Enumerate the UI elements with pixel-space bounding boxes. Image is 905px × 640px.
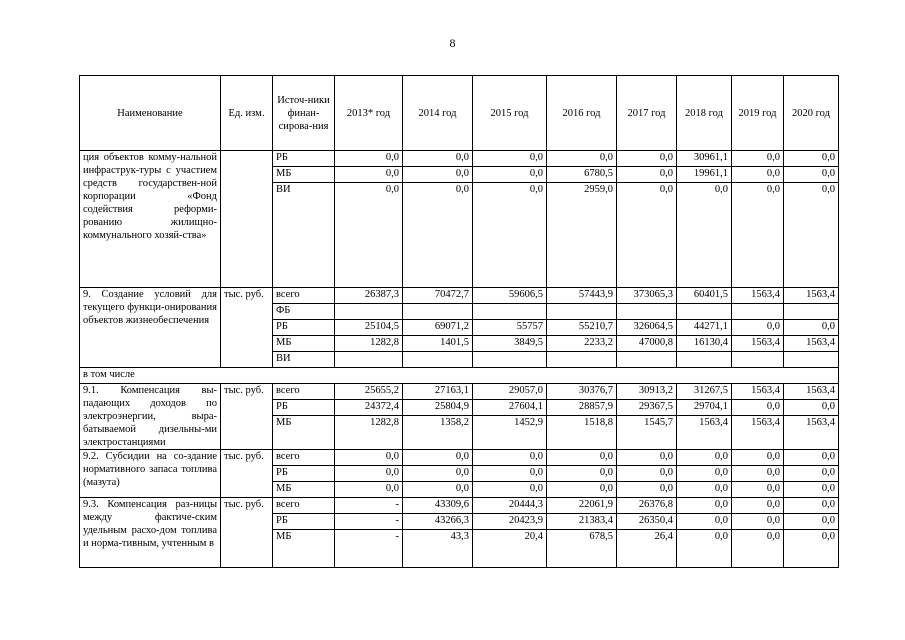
value-cell: 1401,5 bbox=[403, 336, 473, 352]
value-cell: 29704,1 bbox=[677, 400, 732, 416]
value-cell bbox=[547, 304, 617, 320]
item-name: 9.3. Компенсация раз-ницы между фактиче-ским удельным расхо-дом топлива и норма-тивным, учтенным в bbox=[80, 498, 221, 568]
item-name: 9. Создание условий для текущего функци-онирования объектов жизнеобеспечения bbox=[80, 288, 221, 368]
header-source: Источ-ники финан-сирова-ния bbox=[273, 76, 335, 151]
header-2017: 2017 год bbox=[617, 76, 677, 151]
value-cell: 24372,4 bbox=[335, 400, 403, 416]
value-cell: 0,0 bbox=[403, 482, 473, 498]
value-cell: 0,0 bbox=[335, 151, 403, 167]
item-name: 9.2. Субсидии на со-здание нормативного запаса топлива (мазута) bbox=[80, 450, 221, 498]
value-cell: 0,0 bbox=[677, 498, 732, 514]
value-cell: 16130,4 bbox=[677, 336, 732, 352]
item-name: ция объектов комму-нальной инфраструк-туры с участием средств государствен-ной корпорации «Фонд содействия реформи-рованию жилищно-коммунального хозяй-ства» bbox=[80, 151, 221, 288]
value-cell: 0,0 bbox=[784, 530, 839, 568]
value-cell: 0,0 bbox=[547, 482, 617, 498]
value-cell: 55210,7 bbox=[547, 320, 617, 336]
value-cell: 26376,8 bbox=[617, 498, 677, 514]
header-unit: Ед. изм. bbox=[221, 76, 273, 151]
value-cell: 0,0 bbox=[732, 400, 784, 416]
funding-source: всего bbox=[273, 384, 335, 400]
value-cell: 0,0 bbox=[617, 466, 677, 482]
value-cell: 1563,4 bbox=[784, 288, 839, 304]
value-cell: 43309,6 bbox=[403, 498, 473, 514]
item-unit: тыс. руб. bbox=[221, 450, 273, 498]
funding-source: всего bbox=[273, 288, 335, 304]
value-cell bbox=[335, 352, 403, 368]
value-cell: 0,0 bbox=[677, 530, 732, 568]
value-cell: 30376,7 bbox=[547, 384, 617, 400]
header-2019: 2019 год bbox=[732, 76, 784, 151]
funding-source: РБ bbox=[273, 151, 335, 167]
funding-table bbox=[79, 75, 839, 568]
value-cell: 43,3 bbox=[403, 530, 473, 568]
value-cell bbox=[677, 304, 732, 320]
value-cell: 20444,3 bbox=[473, 498, 547, 514]
value-cell: 0,0 bbox=[677, 450, 732, 466]
value-cell bbox=[403, 352, 473, 368]
funding-source: РБ bbox=[273, 514, 335, 530]
value-cell: 0,0 bbox=[335, 450, 403, 466]
value-cell: 0,0 bbox=[473, 151, 547, 167]
value-cell: 0,0 bbox=[732, 514, 784, 530]
value-cell: 0,0 bbox=[784, 320, 839, 336]
header-2014: 2014 год bbox=[403, 76, 473, 151]
value-cell: 47000,8 bbox=[617, 336, 677, 352]
value-cell: 0,0 bbox=[547, 151, 617, 167]
value-cell: 1282,8 bbox=[335, 336, 403, 352]
value-cell bbox=[617, 304, 677, 320]
value-cell: 3849,5 bbox=[473, 336, 547, 352]
value-cell: 0,0 bbox=[547, 466, 617, 482]
value-cell bbox=[403, 304, 473, 320]
value-cell: 25804,9 bbox=[403, 400, 473, 416]
value-cell: 20,4 bbox=[473, 530, 547, 568]
value-cell bbox=[473, 352, 547, 368]
value-cell: 0,0 bbox=[732, 320, 784, 336]
value-cell: 1545,7 bbox=[617, 416, 677, 450]
item-unit: тыс. руб. bbox=[221, 288, 273, 368]
value-cell bbox=[617, 352, 677, 368]
funding-source: МБ bbox=[273, 167, 335, 183]
value-cell: 0,0 bbox=[677, 482, 732, 498]
value-cell: 0,0 bbox=[547, 450, 617, 466]
table-row bbox=[80, 498, 839, 514]
value-cell: 1563,4 bbox=[732, 288, 784, 304]
value-cell: 1563,4 bbox=[732, 336, 784, 352]
value-cell: 0,0 bbox=[403, 450, 473, 466]
value-cell bbox=[677, 352, 732, 368]
value-cell: 0,0 bbox=[617, 450, 677, 466]
value-cell: - bbox=[335, 530, 403, 568]
value-cell: 0,0 bbox=[335, 466, 403, 482]
value-cell bbox=[732, 304, 784, 320]
value-cell: 0,0 bbox=[335, 482, 403, 498]
value-cell: 31267,5 bbox=[677, 384, 732, 400]
value-cell: 1563,4 bbox=[677, 416, 732, 450]
value-cell bbox=[547, 352, 617, 368]
value-cell: 27604,1 bbox=[473, 400, 547, 416]
value-cell: 1563,4 bbox=[732, 384, 784, 400]
header-row bbox=[80, 76, 839, 151]
value-cell: 1563,4 bbox=[784, 384, 839, 400]
value-cell: 0,0 bbox=[784, 482, 839, 498]
value-cell: 1563,4 bbox=[784, 336, 839, 352]
value-cell: 0,0 bbox=[784, 450, 839, 466]
value-cell bbox=[473, 304, 547, 320]
funding-source: РБ bbox=[273, 320, 335, 336]
value-cell: 0,0 bbox=[473, 183, 547, 288]
table-row bbox=[80, 151, 839, 167]
value-cell: 26,4 bbox=[617, 530, 677, 568]
value-cell: - bbox=[335, 498, 403, 514]
funding-source: РБ bbox=[273, 466, 335, 482]
value-cell: 0,0 bbox=[403, 167, 473, 183]
value-cell: 0,0 bbox=[784, 167, 839, 183]
row-label: в том числе bbox=[80, 368, 839, 384]
value-cell bbox=[784, 304, 839, 320]
value-cell: 0,0 bbox=[403, 466, 473, 482]
value-cell: 30961,1 bbox=[677, 151, 732, 167]
value-cell: 6780,5 bbox=[547, 167, 617, 183]
value-cell: 57443,9 bbox=[547, 288, 617, 304]
value-cell: 69071,2 bbox=[403, 320, 473, 336]
value-cell: 0,0 bbox=[617, 151, 677, 167]
value-cell: 28857,9 bbox=[547, 400, 617, 416]
value-cell: 1563,4 bbox=[784, 416, 839, 450]
value-cell: 0,0 bbox=[335, 167, 403, 183]
value-cell: 1563,4 bbox=[732, 416, 784, 450]
funding-source: МБ bbox=[273, 336, 335, 352]
header-2020: 2020 год bbox=[784, 76, 839, 151]
table-row bbox=[80, 368, 839, 384]
value-cell: 0,0 bbox=[732, 450, 784, 466]
value-cell: 0,0 bbox=[732, 183, 784, 288]
header-2018: 2018 год bbox=[677, 76, 732, 151]
value-cell: 44271,1 bbox=[677, 320, 732, 336]
value-cell: 1282,8 bbox=[335, 416, 403, 450]
value-cell: - bbox=[335, 514, 403, 530]
value-cell: 0,0 bbox=[617, 482, 677, 498]
funding-source: ВИ bbox=[273, 183, 335, 288]
value-cell: 30913,2 bbox=[617, 384, 677, 400]
header-2016: 2016 год bbox=[547, 76, 617, 151]
value-cell: 29057,0 bbox=[473, 384, 547, 400]
value-cell: 25655,2 bbox=[335, 384, 403, 400]
value-cell: 0,0 bbox=[732, 530, 784, 568]
value-cell: 22061,9 bbox=[547, 498, 617, 514]
value-cell: 0,0 bbox=[403, 151, 473, 167]
value-cell: 0,0 bbox=[784, 183, 839, 288]
value-cell: 0,0 bbox=[784, 466, 839, 482]
funding-source: ФБ bbox=[273, 304, 335, 320]
value-cell: 43266,3 bbox=[403, 514, 473, 530]
value-cell: 326064,5 bbox=[617, 320, 677, 336]
value-cell: 0,0 bbox=[617, 183, 677, 288]
header-2015: 2015 год bbox=[473, 76, 547, 151]
value-cell: 0,0 bbox=[677, 183, 732, 288]
value-cell: 0,0 bbox=[473, 482, 547, 498]
value-cell: 55757 bbox=[473, 320, 547, 336]
table-body bbox=[80, 151, 839, 568]
value-cell: 0,0 bbox=[732, 167, 784, 183]
value-cell: 29367,5 bbox=[617, 400, 677, 416]
funding-source: всего bbox=[273, 450, 335, 466]
value-cell: 0,0 bbox=[784, 514, 839, 530]
header-name: Наименование bbox=[80, 76, 221, 151]
value-cell bbox=[732, 352, 784, 368]
value-cell: 0,0 bbox=[335, 183, 403, 288]
value-cell: 0,0 bbox=[473, 450, 547, 466]
value-cell: 26350,4 bbox=[617, 514, 677, 530]
value-cell: 0,0 bbox=[617, 167, 677, 183]
value-cell: 373065,3 bbox=[617, 288, 677, 304]
value-cell: 1452,9 bbox=[473, 416, 547, 450]
value-cell: 70472,7 bbox=[403, 288, 473, 304]
item-unit: тыс. руб. bbox=[221, 498, 273, 568]
value-cell: 0,0 bbox=[732, 466, 784, 482]
table-row bbox=[80, 288, 839, 304]
value-cell: 0,0 bbox=[732, 498, 784, 514]
funding-source: ВИ bbox=[273, 352, 335, 368]
value-cell bbox=[784, 352, 839, 368]
value-cell: 2233,2 bbox=[547, 336, 617, 352]
table-row bbox=[80, 450, 839, 466]
value-cell: 678,5 bbox=[547, 530, 617, 568]
value-cell: 59606,5 bbox=[473, 288, 547, 304]
value-cell: 0,0 bbox=[677, 466, 732, 482]
value-cell: 0,0 bbox=[732, 151, 784, 167]
value-cell: 1358,2 bbox=[403, 416, 473, 450]
table-row bbox=[80, 384, 839, 400]
item-unit bbox=[221, 151, 273, 288]
funding-source: МБ bbox=[273, 416, 335, 450]
page-number: 8 bbox=[449, 36, 456, 50]
value-cell: 1518,8 bbox=[547, 416, 617, 450]
value-cell: 60401,5 bbox=[677, 288, 732, 304]
value-cell: 25104,5 bbox=[335, 320, 403, 336]
value-cell: 2959,0 bbox=[547, 183, 617, 288]
value-cell: 0,0 bbox=[473, 466, 547, 482]
value-cell: 0,0 bbox=[732, 482, 784, 498]
value-cell: 0,0 bbox=[784, 151, 839, 167]
value-cell bbox=[335, 304, 403, 320]
value-cell: 26387,3 bbox=[335, 288, 403, 304]
item-name: 9.1. Компенсация вы-падающих доходов по электроэнергии, выра-батываемой дизельны-ми электростанциями bbox=[80, 384, 221, 450]
header-2013: 2013* год bbox=[335, 76, 403, 151]
item-unit: тыс. руб. bbox=[221, 384, 273, 450]
value-cell: 0,0 bbox=[403, 183, 473, 288]
funding-source: всего bbox=[273, 498, 335, 514]
value-cell: 21383,4 bbox=[547, 514, 617, 530]
value-cell: 19961,1 bbox=[677, 167, 732, 183]
value-cell: 27163,1 bbox=[403, 384, 473, 400]
value-cell: 0,0 bbox=[784, 400, 839, 416]
funding-source: МБ bbox=[273, 482, 335, 498]
funding-source: МБ bbox=[273, 530, 335, 568]
value-cell: 0,0 bbox=[473, 167, 547, 183]
value-cell: 20423,9 bbox=[473, 514, 547, 530]
funding-source: РБ bbox=[273, 400, 335, 416]
value-cell: 0,0 bbox=[677, 514, 732, 530]
value-cell: 0,0 bbox=[784, 498, 839, 514]
